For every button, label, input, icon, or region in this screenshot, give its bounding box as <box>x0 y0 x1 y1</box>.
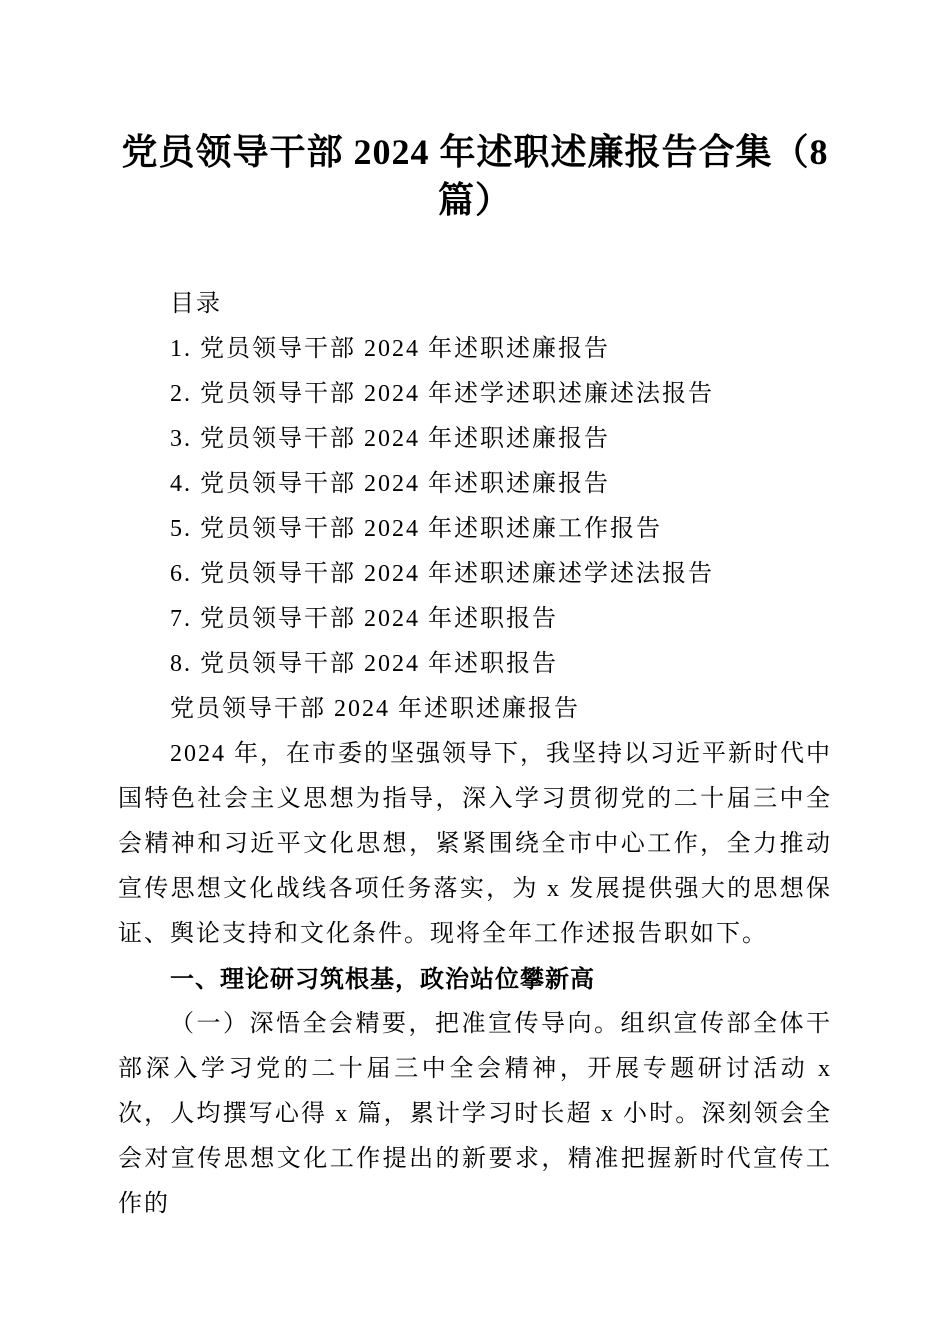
report-paragraph-1-1: （一）深悟全会精要，把准宣传导向。组织宣传部全体干部深入学习党的二十届三中全会精神，开展专题研讨活动 x 次，人均撰写心得 x 篇，累计学习时长超 x 小时。深刻领会全会对宣传思想文化工作提出的新要求，精准把握新时代宣传工作的 <box>118 1011 832 1217</box>
toc-item-1: 1. 党员领导干部 2024 年述职述廉报告 <box>170 336 610 362</box>
document-title <box>118 128 832 224</box>
report-section-title: 党员领导干部 2024 年述职述廉报告 <box>170 696 580 722</box>
toc-label: 目录 <box>170 291 222 317</box>
document-title-line-2: 篇） <box>437 180 512 220</box>
toc-item-7: 7. 党员领导干部 2024 年述职报告 <box>170 606 558 632</box>
report-paragraph-intro: 2024 年，在市委的坚强领导下，我坚持以习近平新时代中国特色社会主义思想为指导，深入学习贯彻党的二十届三中全会精神和习近平文化思想，紧紧围绕全市中心工作，全力推动宣传思想文化战线各项任务落实，为 x 发展提供强大的思想保证、舆论支持和文化条件。现将全年工作述报告职如下。 <box>118 741 832 947</box>
toc-item-8: 8. 党员领导干部 2024 年述职报告 <box>170 651 558 677</box>
toc-item-3: 3. 党员领导干部 2024 年述职述廉报告 <box>170 426 610 452</box>
toc-item-4: 4. 党员领导干部 2024 年述职述廉报告 <box>170 471 610 497</box>
toc-item-5: 5. 党员领导干部 2024 年述职述廉工作报告 <box>170 516 662 542</box>
document-body <box>118 687 832 1227</box>
report-heading-1: 一、理论研习筑根基，政治站位攀新高 <box>170 966 595 993</box>
table-of-contents <box>118 282 832 687</box>
document-title-line-1: 党员领导干部 2024 年述职述廉报告合集（8 <box>121 132 829 172</box>
toc-item-2: 2. 党员领导干部 2024 年述学述职述廉述法报告 <box>170 381 714 407</box>
toc-item-6: 6. 党员领导干部 2024 年述职述廉述学述法报告 <box>170 561 714 587</box>
